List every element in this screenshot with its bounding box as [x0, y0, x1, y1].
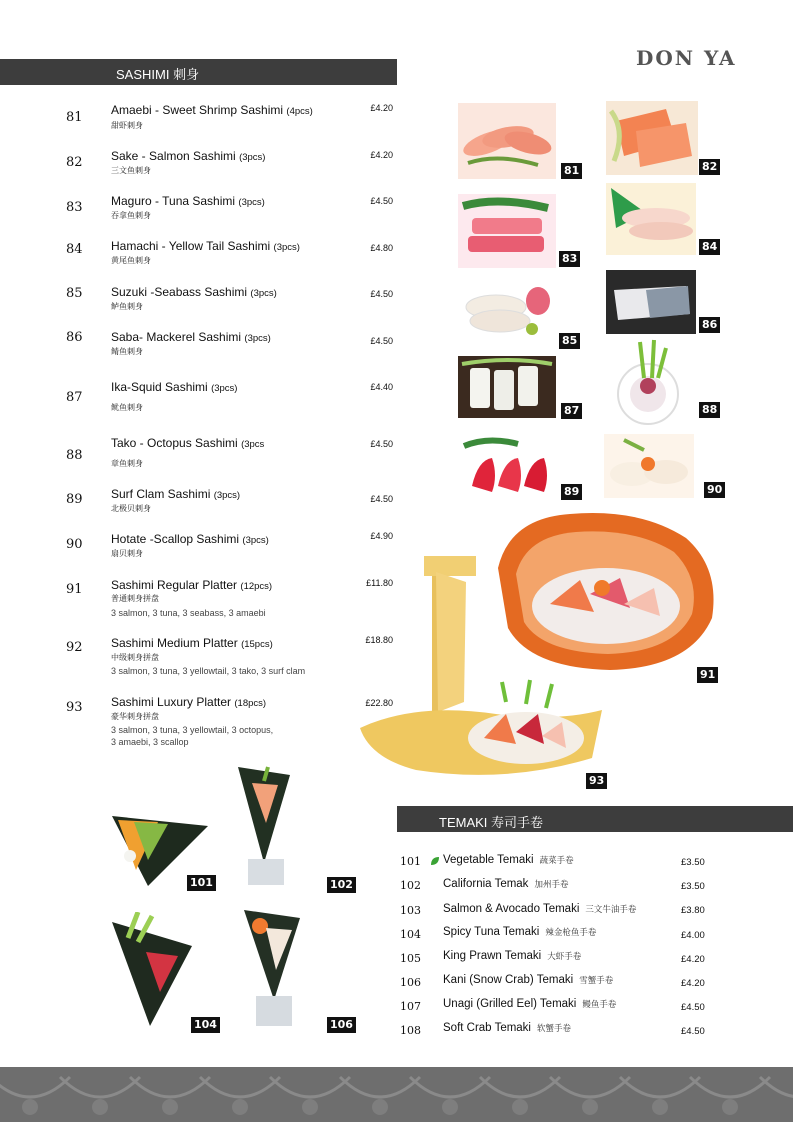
mackerel-illustration	[606, 270, 696, 334]
tuna-illustration	[458, 194, 556, 268]
photo-yellowtail	[606, 183, 696, 255]
item-number: 84	[66, 242, 83, 257]
photo-luxury-platter-boat	[356, 552, 606, 788]
item-name	[111, 330, 271, 344]
temaki-number: 103	[400, 904, 421, 917]
item-price: £4.80	[370, 243, 393, 253]
squid-illustration	[458, 356, 556, 418]
item-name-text: Surf Clam Sashimi	[111, 487, 211, 501]
item-qty: (15pcs)	[241, 639, 273, 650]
temaki-chinese-name: 加州手卷	[534, 879, 569, 889]
item-chinese-name: 甜虾刺身	[111, 121, 143, 130]
item-name	[111, 285, 277, 299]
seabass-illustration	[460, 277, 556, 345]
temaki-number: 104	[400, 928, 421, 941]
item-name-text: Sashimi Regular Platter	[111, 578, 238, 592]
temaki-price: £4.50	[681, 1002, 705, 1013]
temaki-row	[397, 925, 793, 945]
sashimi-section-header	[0, 59, 397, 85]
item-number: 90	[66, 537, 83, 552]
yellowtail-illustration	[606, 183, 696, 255]
temaki-number: 101	[400, 855, 421, 868]
temaki-row	[397, 997, 793, 1017]
temaki-price: £3.80	[681, 905, 705, 916]
photo-label-84: 84	[699, 239, 720, 255]
item-chinese-name: 三文鱼刺身	[111, 166, 151, 175]
item-name-text: Amaebi - Sweet Shrimp Sashimi	[111, 103, 284, 117]
item-name	[111, 149, 265, 163]
temaki-row	[397, 949, 793, 969]
item-name	[111, 239, 300, 253]
temaki-name	[443, 950, 581, 962]
photo-kani-temaki	[236, 900, 308, 1030]
temaki-name-text: Vegetable Temaki	[443, 854, 534, 866]
temaki-name	[443, 998, 616, 1010]
surf-clam-illustration	[458, 436, 556, 500]
item-name	[111, 695, 266, 709]
temaki-name	[443, 903, 636, 915]
temaki-chinese-name: 大虾手卷	[547, 951, 582, 961]
item-name-text: Hamachi - Yellow Tail Sashimi	[111, 239, 271, 253]
temaki-number: 108	[400, 1024, 421, 1037]
item-price: £11.80	[366, 578, 393, 588]
temaki-price: £4.50	[681, 1026, 705, 1037]
item-description: 3 salmon, 3 tuna, 3 yellowtail, 3 octopus,	[111, 725, 274, 735]
temaki-row	[397, 877, 793, 897]
temaki-row	[397, 901, 793, 921]
temaki-row	[397, 973, 793, 993]
item-number: 85	[66, 286, 83, 301]
item-qty: (3pcs)	[213, 490, 241, 501]
scallop-illustration	[604, 434, 694, 498]
temaki-header-label: TEMAKI 寿司手卷	[439, 815, 544, 830]
photo-label-82: 82	[699, 159, 720, 175]
item-name	[111, 636, 273, 650]
temaki-chinese-name: 鳗鱼手卷	[582, 999, 617, 1009]
decorative-footer	[0, 1067, 793, 1122]
photo-octopus	[606, 338, 696, 426]
item-number: 83	[66, 200, 83, 215]
temaki-name-text: Spicy Tuna Temaki	[443, 926, 540, 938]
photo-seabass	[460, 277, 556, 345]
photo-label-88: 88	[699, 402, 720, 418]
photo-squid	[458, 356, 556, 418]
item-name	[111, 578, 272, 592]
item-name-text: Hotate -Scallop Sashimi	[111, 532, 240, 546]
item-name-text: Ika-Squid Sashimi	[111, 380, 208, 394]
item-qty: (3pcs)	[242, 535, 269, 546]
photo-spicy-tuna-temaki	[106, 912, 198, 1034]
item-name	[111, 194, 265, 208]
item-qty: (12pcs)	[240, 581, 273, 592]
item-price: £4.50	[370, 196, 393, 206]
item-qty: (3pcs)	[250, 288, 277, 299]
photo-label-93: 93	[586, 773, 607, 789]
temaki-name-text: Kani (Snow Crab) Temaki	[443, 974, 574, 986]
octopus-illustration	[606, 338, 696, 426]
item-description-line2: 3 amaebi, 3 scallop	[111, 737, 189, 747]
kani-temaki-illustration	[236, 900, 308, 1030]
temaki-name-text: Unagi (Grilled Eel) Temaki	[443, 998, 577, 1010]
temaki-name-text: Soft Crab Temaki	[443, 1022, 531, 1034]
temaki-price: £4.20	[681, 978, 705, 989]
item-qty: (3pcs)	[238, 197, 265, 208]
item-name	[111, 103, 313, 117]
item-price: £4.90	[370, 531, 393, 541]
temaki-chinese-name: 辣金枪鱼手卷	[545, 927, 597, 937]
item-number: 82	[66, 155, 83, 170]
item-number: 87	[66, 390, 83, 405]
item-price: £22.80	[365, 698, 393, 708]
item-price: £4.20	[370, 103, 393, 113]
item-chinese-name: 鱿鱼刺身	[111, 403, 143, 412]
photo-label-104: 104	[191, 1017, 220, 1033]
photo-label-91: 91	[697, 667, 718, 683]
item-price: £4.50	[370, 494, 393, 504]
temaki-name-text: California Temak	[443, 878, 529, 890]
temaki-name	[443, 1022, 571, 1034]
temaki-section-header	[397, 806, 793, 832]
temaki-number: 106	[400, 976, 421, 989]
temaki-name	[443, 974, 613, 986]
item-price: £4.40	[370, 382, 393, 392]
item-name-text: Sashimi Luxury Platter	[111, 695, 232, 709]
photo-california-temaki	[224, 763, 298, 891]
item-chinese-name: 鲭鱼刺身	[111, 347, 143, 356]
item-chinese-name: 普通刺身拼盘	[111, 594, 159, 603]
item-name	[111, 487, 240, 501]
item-price: £4.20	[370, 150, 393, 160]
photo-amaebi	[458, 103, 556, 179]
photo-label-106: 106	[327, 1017, 356, 1033]
temaki-name	[443, 926, 596, 938]
photo-label-102: 102	[327, 877, 356, 893]
spicy-tuna-temaki-illustration	[106, 912, 198, 1034]
photo-label-101: 101	[187, 875, 216, 891]
item-number: 88	[66, 448, 83, 463]
sashimi-header-label: SASHIMI 刺身	[116, 67, 200, 82]
brand-logo: DON YA	[636, 46, 737, 70]
item-qty: (3pcs	[241, 439, 265, 450]
photo-label-83: 83	[559, 251, 580, 267]
footer-pattern-icon	[0, 1067, 793, 1122]
item-chinese-name: 鲈鱼刺身	[111, 302, 143, 311]
temaki-number: 102	[400, 879, 421, 892]
photo-label-85: 85	[559, 333, 580, 349]
item-name-text: Sake - Salmon Sashimi	[111, 149, 236, 163]
photo-label-90: 90	[704, 482, 725, 498]
salmon-illustration	[606, 101, 698, 175]
item-qty: (3pcs)	[273, 242, 300, 253]
item-name-text: Maguro - Tuna Sashimi	[111, 194, 236, 208]
photo-scallop	[604, 434, 694, 498]
temaki-chinese-name: 软蟹手卷	[537, 1023, 572, 1033]
item-name-text: Tako - Octopus Sashimi	[111, 436, 238, 450]
item-price: £4.50	[370, 336, 393, 346]
item-chinese-name: 豪华刺身拼盘	[111, 712, 159, 721]
photo-surf-clam	[458, 436, 556, 500]
item-name-text: Saba- Mackerel Sashimi	[111, 330, 242, 344]
item-number: 89	[66, 492, 83, 507]
temaki-name-text: Salmon & Avocado Temaki	[443, 903, 580, 915]
item-description: 3 salmon, 3 tuna, 3 yellowtail, 3 tako, 3 surf clam	[111, 666, 306, 676]
item-chinese-name: 北极贝刺身	[111, 504, 151, 513]
item-name	[111, 436, 264, 450]
temaki-row	[397, 1021, 793, 1041]
item-qty: (18pcs)	[234, 698, 267, 709]
photo-tuna	[458, 194, 556, 268]
item-name-text: Sashimi Medium Platter	[111, 636, 238, 650]
item-description: 3 salmon, 3 tuna, 3 seabass, 3 amaebi	[111, 608, 266, 618]
item-price: £18.80	[365, 635, 393, 645]
item-name	[111, 532, 269, 546]
amaebi-illustration	[458, 103, 556, 179]
item-number: 91	[66, 582, 83, 597]
item-price: £4.50	[370, 439, 393, 449]
item-chinese-name: 吞拿鱼刺身	[111, 211, 151, 220]
item-qty: (4pcs)	[286, 106, 313, 117]
california-temaki-illustration	[224, 763, 298, 891]
vegetarian-leaf-icon	[429, 855, 441, 867]
item-number: 86	[66, 330, 83, 345]
item-chinese-name: 章鱼刺身	[111, 459, 143, 468]
temaki-number: 107	[400, 1000, 421, 1013]
temaki-name	[443, 878, 568, 890]
temaki-name	[443, 854, 574, 866]
temaki-name-text: King Prawn Temaki	[443, 950, 542, 962]
item-chinese-name: 扇贝刺身	[111, 549, 143, 558]
item-chinese-name: 中级刺身拼盘	[111, 653, 159, 662]
item-name-text: Suzuki -Seabass Sashimi	[111, 285, 248, 299]
photo-label-81: 81	[561, 163, 582, 179]
item-chinese-name: 黄尾鱼刺身	[111, 256, 151, 265]
item-name	[111, 380, 237, 394]
item-qty: (3pcs)	[244, 333, 271, 344]
temaki-price: £3.50	[681, 857, 705, 868]
item-qty: (3pcs)	[239, 152, 266, 163]
temaki-number: 105	[400, 952, 421, 965]
item-number: 93	[66, 700, 83, 715]
temaki-price: £4.00	[681, 930, 705, 941]
photo-label-86: 86	[699, 317, 720, 333]
item-number: 81	[66, 110, 83, 125]
item-price: £4.50	[370, 289, 393, 299]
photo-label-87: 87	[561, 403, 582, 419]
photo-label-89: 89	[561, 484, 582, 500]
item-number: 92	[66, 640, 83, 655]
item-qty: (3pcs)	[211, 383, 238, 394]
photo-salmon	[606, 101, 698, 175]
temaki-price: £4.20	[681, 954, 705, 965]
temaki-chinese-name: 三文牛油手卷	[585, 904, 637, 914]
temaki-row	[397, 853, 793, 873]
temaki-price: £3.50	[681, 881, 705, 892]
temaki-chinese-name: 雪蟹手卷	[579, 975, 614, 985]
photo-mackerel	[606, 270, 696, 334]
temaki-chinese-name: 蔬菜手卷	[539, 855, 574, 865]
boat-platter-illustration	[356, 552, 606, 788]
